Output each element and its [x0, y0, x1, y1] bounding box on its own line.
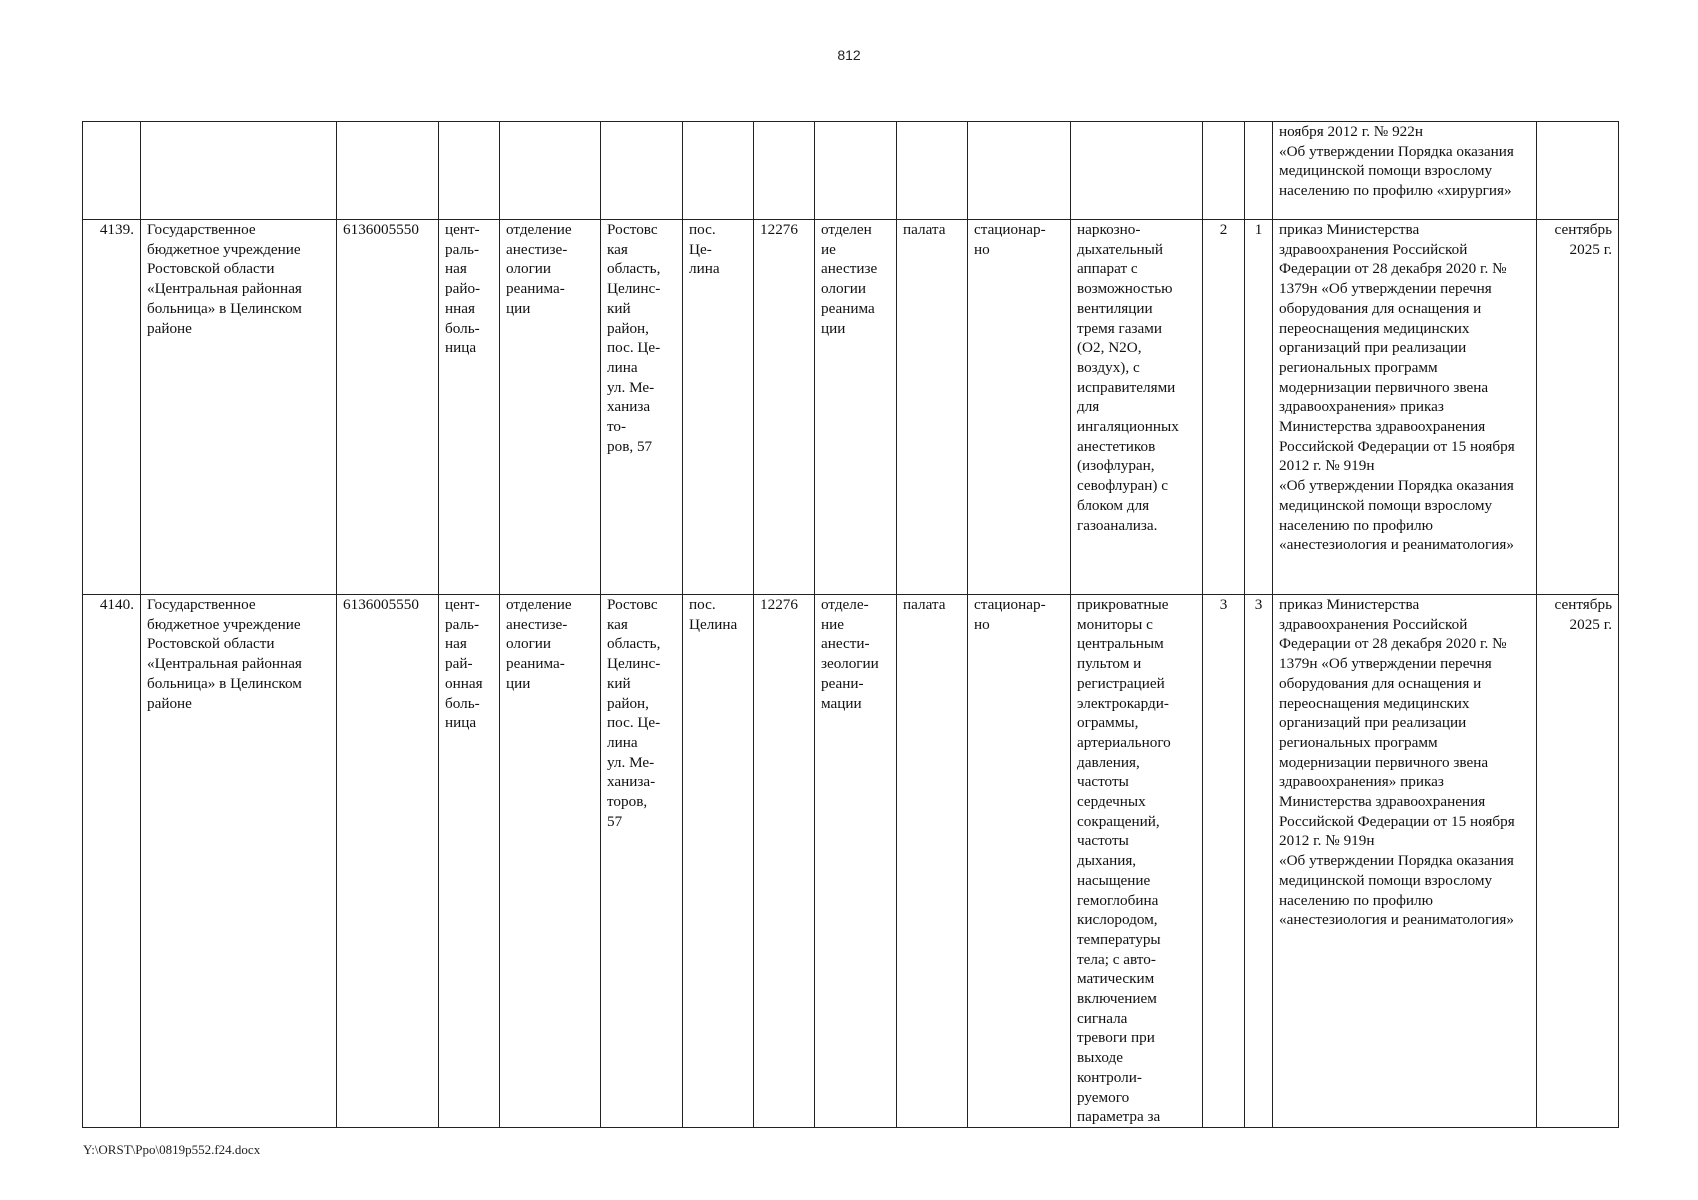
cell-room: палата: [897, 220, 968, 595]
table-row: [83, 220, 1619, 595]
cell-room: [897, 122, 968, 220]
cell-address: [601, 122, 683, 220]
cell-settlement: [683, 122, 754, 220]
cell-unit: отделе- ние анести- зеологии реани- мации: [815, 595, 897, 1128]
cell-equipment: прикроватные мониторы с центральным пультом и регистрацией электрокарди- ограммы, артериального давления, частоты сердечных сокращений, частоты дыхания, насыщение гемоглобина кислородом, температуры тела; с авто- матическим включением сигнала тревоги при выходе контроли- руемого параметра за: [1071, 595, 1203, 1128]
cell-type: цент- раль- ная рай- онная боль- ница: [439, 595, 500, 1128]
cell-inn: 6136005550: [337, 595, 439, 1128]
footer-file-path: Y:\ORST\Ppo\0819p552.f24.docx: [83, 1142, 261, 1157]
cell-settlement: пос. Целина: [683, 595, 754, 1128]
cell-address: Ростовс кая область, Целинс- кий район, пос. Це- лина ул. Ме- ханиза то- ров, 57: [601, 220, 683, 595]
cell-dept: отделение анестизе- ологии реанима- ции: [500, 595, 601, 1128]
cell-qty-b: 1: [1245, 220, 1273, 595]
cell-legal: приказ Министерства здравоохранения Российской Федерации от 28 декабря 2020 г. № 1379н «Об утверждении перечня оборудования для оснащения и переоснащения медицинских организаций при реализации региональных программ модернизации первичного звена здравоохранения» приказ Министерства здравоохранения Российской Федерации от 15 ноября 2012 г. № 919н «Об утверждении Порядка оказания медицинской помощи взрослому населению по профилю «анестезиология и реаниматология»: [1273, 595, 1537, 1128]
cell-address: Ростовс кая область, Целинс- кий район, пос. Це- лина ул. Ме- ханиза- торов, 57: [601, 595, 683, 1128]
cell-date: сентябрь 2025 г.: [1537, 220, 1619, 595]
cell-unit: [815, 122, 897, 220]
cell-qty-a: [1203, 122, 1245, 220]
cell-code: [754, 122, 815, 220]
cell-dept: отделение анестизе- ологии реанима- ции: [500, 220, 601, 595]
cell-date: [1537, 122, 1619, 220]
cell-settlement: пос. Це- лина: [683, 220, 754, 595]
cell-type: [439, 122, 500, 220]
cell-code: 12276: [754, 220, 815, 595]
page-number: 812: [837, 47, 861, 63]
cell-qty-a: 3: [1203, 595, 1245, 1128]
cell-qty-a: 2: [1203, 220, 1245, 595]
equipment-table: [82, 121, 1619, 1128]
cell-equipment: [1071, 122, 1203, 220]
cell-inn: [337, 122, 439, 220]
cell-legal: ноября 2012 г. № 922н «Об утверждении Порядка оказания медицинской помощи взрослому населению по профилю «хирургия»: [1273, 122, 1537, 220]
cell-equipment: наркозно- дыхательный аппарат с возможностью вентиляции тремя газами (O2, N2O, воздух), с исправителями для ингаляционных анестетиков (изофлуран, севофлуран) с блоком для газоанализа.: [1071, 220, 1203, 595]
cell-code: 12276: [754, 595, 815, 1128]
cell-num: 4139.: [83, 220, 141, 595]
cell-mode: стационар- но: [968, 220, 1071, 595]
table-row-continuation: [83, 122, 1619, 220]
cell-org: [141, 122, 337, 220]
table-row: [83, 595, 1619, 1128]
cell-num: 4140.: [83, 595, 141, 1128]
cell-org: Государственное бюджетное учреждение Ростовской области «Центральная районная больница» в Целинском районе: [141, 220, 337, 595]
cell-qty-b: 3: [1245, 595, 1273, 1128]
cell-mode: [968, 122, 1071, 220]
cell-org: Государственное бюджетное учреждение Ростовской области «Центральная районная больница» в Целинском районе: [141, 595, 337, 1128]
cell-inn: 6136005550: [337, 220, 439, 595]
cell-mode: стационар- но: [968, 595, 1071, 1128]
cell-unit: отделен ие анестизе ологии реанима ции: [815, 220, 897, 595]
cell-legal: приказ Министерства здравоохранения Российской Федерации от 28 декабря 2020 г. № 1379н «Об утверждении перечня оборудования для оснащения и переоснащения медицинских организаций при реализации региональных программ модернизации первичного звена здравоохранения» приказ Министерства здравоохранения Российской Федерации от 15 ноября 2012 г. № 919н «Об утверждении Порядка оказания медицинской помощи взрослому населению по профилю «анестезиология и реаниматология»: [1273, 220, 1537, 595]
cell-dept: [500, 122, 601, 220]
cell-type: цент- раль- ная райо- нная боль- ница: [439, 220, 500, 595]
cell-qty-b: [1245, 122, 1273, 220]
cell-room: палата: [897, 595, 968, 1128]
cell-date: сентябрь 2025 г.: [1537, 595, 1619, 1128]
cell-num: [83, 122, 141, 220]
